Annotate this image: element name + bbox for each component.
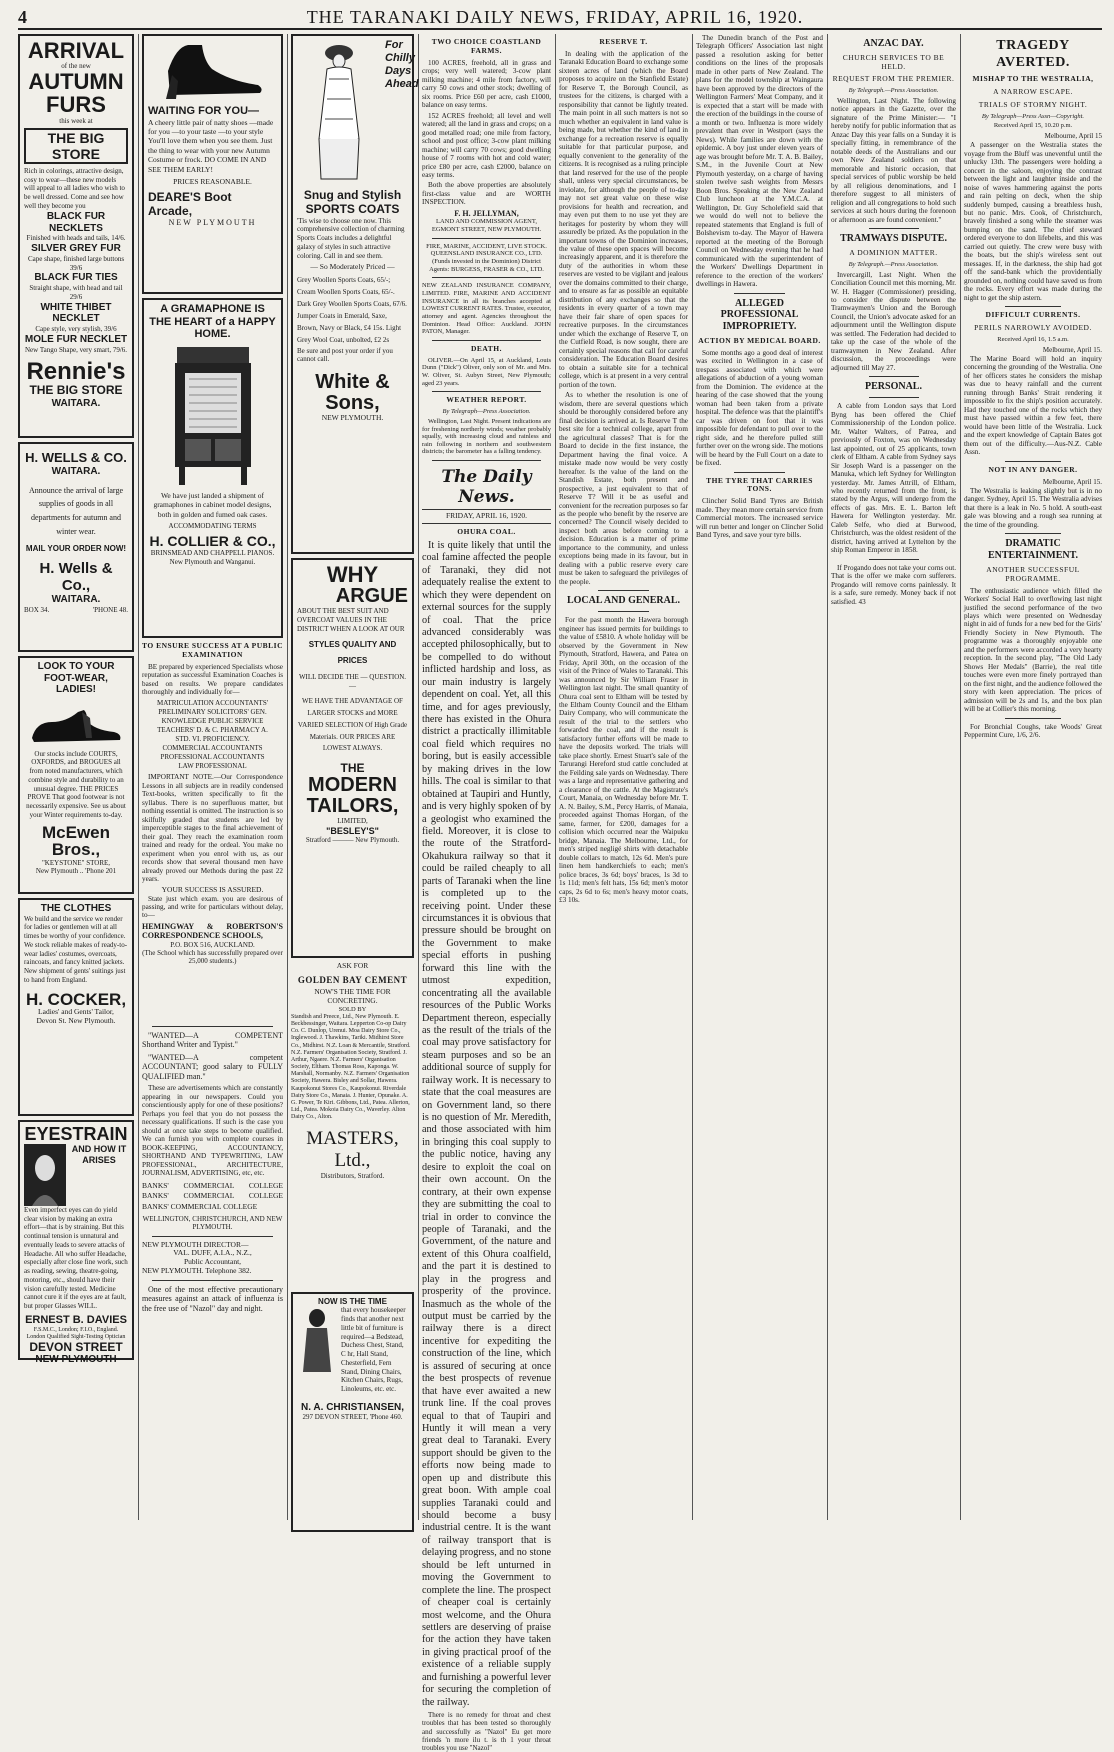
ad-collier <box>142 298 283 638</box>
column-7 <box>831 34 956 1520</box>
ad-we: WE HAVE THE ADVANTAGE OF LARGER STOCKS and MORE VARIED SELECTION Of High Grade Materials. OUR PRICES ARE LOWEST ALWAYS. <box>297 696 408 753</box>
ad-headline: ARRIVAL <box>27 38 125 63</box>
ad-headline: NOW IS THE TIME <box>318 1297 387 1306</box>
shoe-illustration-icon <box>158 41 268 103</box>
column-rule <box>287 34 288 1520</box>
farms-headline: TWO CHOICE COASTLAND FARMS. <box>431 37 542 55</box>
ad-state: State just which exam. you are desirous of passing, and write for particulars without delay, to— <box>142 894 283 920</box>
store-town: NEW PLYMOUTH <box>168 218 257 228</box>
fur-item <box>24 302 128 334</box>
school-note: (The School which has successfully prepared over 25,000 students.) <box>142 949 283 966</box>
divider <box>598 611 650 612</box>
anzac-body: Wellington, Last Night. The following notice appears in the Gazette, over the signature of the Prime Minister:— "I hereby notify for public information that as Anzac Day this year falls on a Sunday it is specially fitting, in remembrance of the notable deeds of the Australians and our own New Zealand soldiers on that memorable and historic occasion, that special services of public worship be held by all religious denominations, and I therefore suggest to all ministers of religion and all congregations to hold such services at such hours during the forenoon or afternoon as are found convenient." <box>831 96 956 224</box>
divider <box>432 277 541 278</box>
ad-headline: LOOK TO YOUR FOOT-WEAR, LADIES! <box>37 661 115 695</box>
ad-assured: YOUR SUCCESS IS ASSURED. <box>161 884 264 894</box>
item-desc: New Tango Shape, very smart, 79/6. <box>24 345 128 354</box>
brand-name: Rennie's <box>26 357 126 385</box>
masthead-title: THE TARANAKI DAILY NEWS, FRIDAY, APRIL 16, 1920. <box>306 6 804 27</box>
drama-subhead: ANOTHER SUCCESSFUL PROGRAMME. <box>986 564 1080 583</box>
college-towns: WELLINGTON, CHRISTCHURCH, AND NEW PLYMOUTH. <box>142 1215 283 1232</box>
store-sub: Distributors, Stratford. <box>320 1172 385 1181</box>
nz-insurance-ad: NEW ZEALAND INSURANCE COMPANY, LIMITED. FIRE, MARINE AND ACCIDENT INSURANCE in all its branches accepted at LOWEST CURRENT RATES. Trustee, executor, attorney and agent. Agencies throughout the Dominion. Head Office: Auckland. JOHN PATON, Manager. <box>422 282 551 336</box>
ad-body: Rich in colorings, attractive design, cosy to wear—these new models will appeal to all ladies who wish to be well dressed. Come and see how well they become you <box>24 166 125 210</box>
store-addr: Devon St. New Plymouth. <box>36 1016 116 1026</box>
fur-item <box>24 243 128 272</box>
insurance-ad: FIRE, MARINE, ACCIDENT, LIVE STOCK. QUEENSLAND INSURANCE CO., LTD. (Funds invested in the Dominion) District Agents: BURGESS, FRASER & CO., LTD. <box>426 242 547 273</box>
ad-ask: ASK FOR <box>336 961 369 970</box>
woman-in-coat-illustration-icon <box>297 39 381 189</box>
director-town: NEW PLYMOUTH. Telephone 382. <box>142 1266 252 1276</box>
mail-order: MAIL YOUR ORDER NOW! <box>25 544 127 554</box>
store-name: H. Wells & Co., <box>39 559 113 594</box>
column-rule <box>138 34 139 1520</box>
ad-cocker <box>18 898 134 1116</box>
article-headline: ALLEGED PROFESSIONAL IMPROPRIETY. <box>720 297 799 333</box>
currents-headline: DIFFICULT CURRENTS. <box>985 310 1081 320</box>
ad-prices: PRICES REASONABLE. <box>173 176 252 186</box>
fur-items <box>24 211 128 355</box>
ad-body: 'Tis wise to choose one now. This comprehensive collection of charming Sports Coats includes a delightful galaxy of styles in such attractive coloring. Call in and see them. <box>297 216 405 260</box>
column-4 <box>422 34 551 1752</box>
wanted-1: "WANTED—A COMPETENT Shorthand Writer and Typist." <box>142 1031 283 1050</box>
ad-eyestrain <box>18 1120 134 1366</box>
fur-item <box>24 211 128 243</box>
exam-list: MATRICULATION ACCOUNTANTS' PRELIMINARY SOLICITORS' GEN. KNOWLEDGE PUBLIC SERVICE TEACHERS' D. & C. PHARMACY A. STD. VI. PROFICIENCY. COMMERCIAL ACCOUNTANTS PROFESSIONAL ACCOUNTANTS LAW PROFESSIONAL <box>157 698 268 771</box>
divider <box>152 1026 273 1027</box>
dateline: Melbourne, April 15. <box>1042 345 1102 354</box>
received-time: Received April 15, 10.20 p.m. <box>993 122 1073 130</box>
article-para: In dealing with the application of the Taranaki Education Board to exchange some sixteen acres of land (which the Board proposes to acquire on the Stanfield Estate) for Reserve T, the Borough Council, as trustees for the citizens, is charged with a responsibility that cannot be lightly treated. The main point in all such matters is not so much whether an equivalent in land value is being made, but whether the kind of land in exchange for a recreation reserve is equally suitable for that particular purpose, and equally convenient to the generality of the citizens. It is recognised as a ruling principle that land reserved for the use of the people shall, unless very special circumstances, be inviolate, for although the people of to-day may not set great value on these wise provisions for health and recreation, and may even put them to no use yet they are heritages for posterity by whom they will assuredly be prized. As the population in the important towns of the Dominion increases, the value of these open spaces will become increasingly apparent, and it is therefore the duty of the authorities in whom these reserves are vested to be vigilant and jealous over the domains committed to their charge, and to ensure as far as possible an equitable distribution of any exchanges so that the residents in every quarter of a town may have their fair share of open spaces for recreative purposes. In the circumstances under which the exchange of Reserve T, on the Cutfield Road, is now sought, there are certainly special reasons that call for careful consideration. The Education Board desires to obtain a suitable site for a technical college, which is at present in a very central portion of the town. <box>559 49 688 389</box>
divider <box>432 340 541 341</box>
store-name: N. A. CHRISTIANSEN, <box>301 1401 404 1413</box>
anzac-subhead: REQUEST FROM THE PREMIER. <box>832 74 955 84</box>
article-para: As to whether the resolution is one of wisdom, there are several questions which should be thoroughly considered before any final decision is arrived at. Is Reserve T the best site for a technical college, apart from the agricultural classes? That is for the Board to decide in the first instance, the Department having the final voice. A mistake made now would be very costly hereafter. Is the value of the land on the Standish Estate, both present and prospective, a just equivalent to that of Reserve T? Will it be as useful and convenient for the recreation purposes so far as the people who benefit by the reserve are concerned? The Council wisely decided to inspect both areas before coming to a decision. Education is a matter of prime importance to the community, and unless exceptions being made in its favour, but in dealing with a public reserve every care must be taken to safeguard the privileges of the people. <box>559 391 688 586</box>
anzac-headline: ANZAC DAY. <box>863 38 924 49</box>
byline: By Telegraph—Press Assn—Copyright. <box>981 112 1085 120</box>
divider <box>869 228 919 229</box>
ad-banks <box>142 1031 283 1461</box>
furniture-row <box>297 1306 408 1394</box>
weather-body: Wellington, Last Night. Present indications are for freshening northerly winds; weather probably squally, with increasing cloud and rainless and rain following in northern and southwestern districts; the barometer has a falling tendency. <box>422 417 551 456</box>
store-sub: BRINSMEAD AND CHAPPELL PIANOS. <box>150 549 275 558</box>
ad-headline: FURS <box>46 92 106 118</box>
ad-subhead: AND HOW IT ARISES <box>71 1143 127 1165</box>
farms-para: 100 ACRES, freehold, all in grass and crops; very well watered; 3-cow plant milking machine; 4 mile from factory, will carry 50 cows and other stock; dwelling of six rooms. Price £60 per acre, cash £1000, balance on easy terms. <box>422 58 551 110</box>
store-name: DEARE'S Boot Arcade, <box>148 189 232 218</box>
ad-body: that every housekeeper finds that another next little bit of furniture is required—a Bedstead, Duchess Chest, Stand, C hr, Hall Stand, Chesterfield, Fern Stand, Dining Chairs, Kitchen Chairs, Rugs, Linoleums, etc. etc. <box>341 1306 406 1394</box>
shoe-illustration-icon <box>26 698 126 748</box>
ad-caption: For Chilly Days Ahead <box>385 39 419 90</box>
ad-body: BE prepared by experienced Specialists whose reputation as successful Examination Coaches is based on results. We prepare candidates thoroughly and individually for— <box>142 662 283 697</box>
coat-items: Grey Woollen Sports Coats, 65/-; Cream Woollen Sports Coats, 65/-. Dark Grey Woollen Sports Coats, 67/6. Jumper Coats in Emerald, Saxe, Brown, Navy or Black, £4 15s. Light Grey Wool Coat, unbolted, £2 2s <box>297 276 407 344</box>
article-headline: RESERVE T. <box>599 37 648 46</box>
ad-headline: AUTUMN <box>28 69 124 95</box>
ad-headline: WHY <box>326 562 379 587</box>
po-box: BOX 34. <box>24 605 50 614</box>
ad-headline: EYESTRAIN <box>24 1124 128 1144</box>
gramophone-cabinet-icon <box>165 343 261 489</box>
tragedy-subhead: MISHAP TO THE WESTRALIA, <box>972 74 1094 84</box>
store-name: THE BIG STORE <box>24 128 128 164</box>
currents-subhead: PERILS NARROWLY AVOIDED. <box>974 323 1092 333</box>
woman-portrait-icon <box>24 1144 66 1206</box>
column-rule <box>418 34 419 1520</box>
death-headline: DEATH. <box>471 343 502 353</box>
ad-body: We have just landed a shipment of gramaphones in cabinet model designs, both in golden and fumed oak cases. <box>153 490 272 519</box>
leader-date: FRIDAY, APRIL 16, 1920. <box>422 509 551 524</box>
leader-headline: OHURA COAL. <box>457 527 516 537</box>
director-title: Public Accountant, <box>183 1257 242 1267</box>
ad-sold: SOLD BY <box>338 1006 367 1014</box>
divider <box>869 397 919 398</box>
ad-wells <box>18 442 134 652</box>
fur-item <box>24 272 128 301</box>
column-rule <box>960 34 961 1520</box>
ad-body: Announce the arrival of large supplies of goods in all departments for autumn and winter wear. <box>28 485 124 536</box>
tramways-subhead: A DOMINION MATTER. <box>849 248 938 258</box>
credentials: F.S.M.C., London; F.I.O., England. London Qualified Sight-Testing Optician <box>26 1326 126 1340</box>
contact-row <box>24 606 128 614</box>
store-addr: DEVON STREET <box>29 1339 123 1354</box>
store-addr: 297 DEVON STREET, 'Phone 460. <box>302 1413 403 1422</box>
agent-name: F. H. JELLYMAN, <box>454 208 519 218</box>
store-name: THE <box>340 761 365 776</box>
tragedy-headline: TRAGEDY AVERTED. <box>996 38 1070 70</box>
byline: By Telegraph.—Press Association. <box>848 260 939 268</box>
store-addr: "KEYSTONE" STORE, <box>41 859 111 868</box>
item-name: BLACK FUR NECKLETS <box>46 210 106 234</box>
store-name: H. COLLIER & CO., <box>149 533 276 550</box>
item-desc: Cape style, very stylish, 39/6 <box>35 325 117 334</box>
item-name: BLACK FUR TIES <box>34 272 118 284</box>
store-name: McEwen Bros., <box>41 822 111 860</box>
divider <box>152 1236 273 1237</box>
ad-headline: A GRAMAPHONE IS THE HEART of a HAPPY HOME. <box>149 303 276 341</box>
death-notice: OLIVER.—On April 15, at Auckland, Louis Dunn ("Dick") Oliver, only son of Mr. and Mrs. W. Oliver, St. Aubyn Street, New Plymouth; aged 23 years. <box>422 356 551 387</box>
ad-headline: THE CLOTHES <box>40 903 112 914</box>
leader-body: It is quite likely that until the coal famine affected the people of Taranaki, they did not adequately realise the extent to which they were dependent on external sources for the supply of coal. That the price advanced considerably was accepted philosophically, but to be compelled to do without inflicted hardship and loss, as our main industry is largely dependent on coal. Yet, all this time, and for ages previously, there has existed in the Ohura district a practically illimitable coal field which requires no boring, but is easily accessible by making drives in the low hills. The coal is similar to that obtained at Taupiri and Huntly, and is very highly spoken of by a geologist who examined the field. Moreover, it is close to the route of the Stratford-Okahukura railway so that it could be railed cheaply to all parts of Taranaki when the line is completed up to the receiving point. Under these circumstances it is obvious that pressure should be brought on the Government to make special efforts in pushing forward this line with the utmost expedition, concentrating all the available resources of the Public Works Department thereon, especially as the result of the trials of the coal may prove satisfactory for steam purposes and so be an additional source of supply for railway work. It is necessary to state that the coal measures are on Government land, so there is no question of Mr. Meredith, and those associated with him in bringing this coal supply to the public notice, having any desire to exploit the coal on their own account. On the contrary, at their own expense they are submitting the coal to trial in order to convince the people of Taranaki, and the Government, of the nature and extent of this Ohura coalfield, and the part it is destined to play in the progress and prosperity of the province. Inasmuch as the whole of the output must be carried by the railway there is a direct incentive for expediting the construction of the line, which is assured of securing at once the best prospects of revenue that have ever awaited a new trunk line. If the coal proves equal to that of Taupiri and Huntly it will mean a very great deal to Taranaki. Every support should be given to the efforts now being made to open up and distribute this great boon. With ample coal supplies Taranaki could and should become a busy industrial centre. It is the want of railway transport that is delaying progress, and no stone should be left unturned in moving the Government to complete the line. The prospect of cheaper coal is certainly most welcome, and the Ohura settlers are deserving of praise for the action they have taken in giving practical proof of the existence of a reliable supply and furnishing a powerful lever for securing the completion of the railway. <box>422 539 551 1708</box>
brand-sub: THE BIG STORE <box>29 382 123 397</box>
column-rule <box>555 34 556 1520</box>
danger-headline: NOT IN ANY DANGER. <box>988 464 1078 474</box>
ad-headline: GOLDEN BAY CEMENT <box>297 974 408 985</box>
page-number: 4 <box>18 6 28 27</box>
school-name: HEMINGWAY & ROBERTSON'S CORRESPONDENCE SCHOOLS, <box>142 921 283 941</box>
school-box: P.O. BOX 516, AUCKLAND. <box>170 940 255 949</box>
store-sub: LIMITED, <box>337 817 368 826</box>
column-5 <box>559 34 688 1520</box>
anzac-subhead: CHURCH SERVICES TO BE HELD. <box>842 52 945 71</box>
store-name: H. WELLS & CO. <box>25 450 127 465</box>
director-label: NEW PLYMOUTH DIRECTOR— <box>142 1239 249 1249</box>
store-town: NEW PLYMOUTH <box>35 1354 117 1366</box>
ad-modern-tailors <box>291 558 414 958</box>
tragedy-subhead: A NARROW ESCAPE. <box>993 86 1073 96</box>
divider <box>598 590 650 591</box>
phone: 'PHONE 48. <box>92 605 128 614</box>
store-sub: "BESLEY'S" <box>326 825 379 836</box>
store-town: Stratford ——— New Plymouth. <box>305 836 400 845</box>
tramways-headline: TRAMWAYS DISPUTE. <box>840 233 947 245</box>
personal-body: A cable from London says that Lord Byng has been offered the Chief Commissionership of the London police. Mr. Walter Walters, of Patrea, and previously of Foxton, was on Wednesday last appointed, out of 25 applicants, town clerk of Eltham. A cable from Sydney says Sir Joseph Ward is a passenger on the Manuka, which left Sydney for Wellington yesterday. Mr. James Attrill, of Eltham, who recently returned from the front, is stated by the Argus, will undergo from the effects of gas. Mrs. E. L. Barton left Hawera for Wellington yesterday. Mr. Caleb Selfe, who died at Burwood, Christchurch, was the oldest resident of the district, having arrived at Lyttelton by the ship Roman Emperor in 1858. <box>831 402 956 555</box>
brand-town: WAITARA. <box>51 397 101 409</box>
ad-body: We build and the service we render for ladies or gentlemen will at all times be worthy of your confidence. We stock reliable makes of ready-to-wear ladies' costumes, overcoats, raincoats, and fancy knitted jackets. New shipment of gents' suitings just to hand from England. <box>24 914 128 984</box>
ad-christiansen <box>291 1292 414 1532</box>
store-name: ERNEST B. DAVIES <box>25 1313 127 1326</box>
column-3 <box>291 34 419 1520</box>
column-1 <box>18 34 134 1520</box>
ad-terms: ACCOMMODATING TERMS <box>168 522 257 531</box>
currents-body: The Marine Board will hold an inquiry concerning the grounding of the Westralia. One of her officers states he considers the mishap was due to heavy rainfall and the current running through Banks' Strait rendering it impossible to fix the ship's position accurately. Had they touched one of the rocks which they must have passed within a few feet, there would have been little of the Westralia. Luck and the expert knowledge of Captain Bates got them out of the difficulty.—Aus-N.Z. Cable Assn. <box>964 354 1102 457</box>
ad-headline: WAITING FOR YOU— <box>148 105 260 117</box>
tragedy-body: A passenger on the Westralia states the voyage from the Bluff was uneventful until the unlucky 13th. The passengers were holding a concert in the saloon, enjoying the contrast between the light and laughter inside and the noise of waves hammering against the ports and rain pelting on deck, when the ship suddenly bumped, causing a breathless hush, but no panic. Mrs. Cook, of Christchurch, bravely finished a song while the steamer was bumping on the sand. The chief steward ordered everyone to don lifebelts, and this was carried out quietly. The crew were busy with the boats, but the ship's wireless sent out messages. If, in the darkness, the ship had got off the sand-bank which the providentially grounded on, nothing could have saved us from the rocks. Every effort was made during the night to get the ship astern. <box>964 141 1102 302</box>
store-sub: Ladies' and Gents' Tailor, <box>38 1007 114 1017</box>
ad-body: Our stocks include COURTS, OXFORDS, and BROGUES all from noted manufacturers, which combine style and durability to an unusual degree. THE PRICES PROVE That good footwear is not necessarily expensive. See us about your Winter requirements to-day. <box>26 749 126 819</box>
store-name: H. COCKER, <box>25 989 127 1009</box>
ad-text: this week at <box>59 116 93 125</box>
byline: By Telegraph.—Press Association. <box>848 87 939 95</box>
furniture-figure-icon <box>297 1306 337 1376</box>
director-name: VAL. DUFF, A.I.A., N.Z., <box>173 1248 252 1258</box>
personal-headline: PERSONAL. <box>865 381 922 393</box>
dateline: Melbourne, April 15. <box>1042 477 1102 486</box>
article-para: The Dunedin branch of the Post and Telegraph Officers' Association last night passed a resolution asking for better conditions on the lines of the proposals made in other parts of New Zealand. The plans for the model township at Waingaura have been approved by the directors of the Wellington Farmers' Meat Company, and it is expected that a start will be made with the erection of the buildings in the course of a month or two. Influenza is more widely prevalent than ever in Westport (says the News). While families are down with the epidemic. A boy just under eleven years of age was brought before Mr. T. A. B. Bailey, S.M., in the Juvenile Court at New Plymouth yesterday, on a charge of having stolen twelve sash weights from Messrs Boon Bros. Speaking at the New Zealand Club luncheon at the Y.M.C.A. at Wellington, Dr. Guy Scholefield said that we would do well not to believe the repeated statements that England is full of Bolshevism to-day. The Mayor of Hawera reported at the meeting of the Borough Council on Wednesday evening that he had communicated with the superintendent of the Workers' Dwellings Department in reference to the erection of the workers' dwellings in Hawera. <box>696 34 823 289</box>
drama-body: The enthusiastic audience which filled the Workers' Social Hall to overflowing last night justified the second performance of the two plays which were presented on Wednesday night in aid of funds for a new bed for the Girls' Friendly Society in New Plymouth. The programme was a thoroughly enjoyable one and the performers were accorded a very hearty reception. In the second play, "The Old Lady Shows Her Medals" (Barrie), the real title touches were even more finely portrayed than on the first night, and the audience followed the story with keen appreciation. The prices of admission will be 2s and 1s, and the box plan will be at Collier's this morning. <box>964 586 1102 714</box>
ad-moderate: — So Moderately Priced — <box>310 262 395 272</box>
ad-deare <box>142 34 283 294</box>
eyestrain-row <box>24 1144 128 1206</box>
divider <box>432 391 541 392</box>
store-town: New Plymouth and Wanganui. <box>169 557 256 566</box>
masthead <box>18 6 1102 30</box>
sports-coat-art <box>297 39 419 189</box>
progando-notice: If Progando does not take your corns out. That is the offer we make corn sufferers. Progando will remove corns painlessly. It is a safe, sure remedy. Money back if not satisfied. 43 <box>831 563 956 606</box>
column-6 <box>696 34 823 1520</box>
store-town: NEW PLYMOUTH. <box>321 413 384 423</box>
ad-masters <box>291 962 414 1292</box>
ad-headline: TO ENSURE SUCCESS AT A PUBLIC EXAMINATION <box>142 641 284 659</box>
agent-sub: LAND AND COMMISSION AGENT, EGMONT STREET, NEW PLYMOUTH. <box>431 218 542 234</box>
weather-byline: By Telegraph—Press Association. <box>442 408 531 416</box>
divider <box>432 460 541 461</box>
ad-headline: ARGUE <box>335 585 408 608</box>
ad-decide: WILL DECIDE THE — QUESTION. — <box>298 673 407 690</box>
store-name: MODERN <box>308 774 397 797</box>
store-town: WAITARA. <box>51 594 101 606</box>
store-name: MASTERS, Ltd., <box>306 1127 399 1172</box>
store-town: WAITARA. <box>51 465 101 477</box>
nazol-notice: One of the most effective precautionary measures against an attack of influenza is the free use of "Nazol" day and night. <box>142 1284 283 1313</box>
item-name: WHITE THIBET NECKLET <box>40 301 112 325</box>
store-name: White & Sons, <box>315 371 390 415</box>
ad-white-sons <box>291 34 419 554</box>
dateline: Melbourne, April 15 <box>1044 131 1102 140</box>
tramways-body: Invercargill, Last Night. When the Conciliation Council met this morning, Mr. W. H. Hagger (Commissioner) presiding, to consider the dispute between the Tramwaymen's Union and the Borough Council, the Union's advocate asked for an adjournment until the Wellington dispute was settled. The Federation had decided to take up the case of the whole of the tramwaymen in New Zealand. After discussion, the proceedings were adjourned till May 27. <box>831 270 956 372</box>
divider <box>734 293 785 294</box>
column-rule <box>827 34 828 1520</box>
article-para: Some months ago a good deal of interest was excited in Wellington in a case of trespass associated with which were allegations of abduction of a young woman from the Dominion. The evidence at the hearing of the case showed that the young woman had been taken from a private hospital. The defence was that the plaintiff's car was driven on foot that it was impossible for defendant to pull over to the right side, and he therefore pulled still further over on the wrong side. The motions will be heard by the Full Court on a date to be fixed. <box>696 348 823 468</box>
store-town: New Plymouth .. 'Phone 201 <box>35 867 117 876</box>
divider <box>152 1280 273 1281</box>
ad-time: NOW'S THE TIME FOR CONCRETING. <box>314 987 391 1006</box>
ad-sure: Be sure and post your order if you cannot call. <box>297 346 393 364</box>
divider <box>869 559 919 560</box>
ad-body: ABOUT THE BEST SUIT AND OVERCOAT VALUES IN THE DISTRICT WHEN A LOOK AT OUR <box>297 607 405 633</box>
ad-headline: Snug and Stylish SPORTS COATS <box>303 188 402 216</box>
paper-title: The Daily News. <box>441 467 532 508</box>
divider <box>1005 461 1060 462</box>
weather-headline: WEATHER REPORT. <box>446 395 527 405</box>
farms-para: Both the above properties are absolutely first-class value and are WORTH INSPECTION. <box>422 181 551 207</box>
tyre-headline: THE TYRE THAT CARRIES TONS. <box>706 475 813 494</box>
divider <box>734 472 785 473</box>
divider <box>1005 718 1060 719</box>
divider <box>1005 533 1060 534</box>
divider <box>432 238 541 239</box>
cough-notice: For Bronchial Coughs, take Woods' Great Peppermint Cure, 1/6, 2/6. <box>964 722 1102 740</box>
ad-body: Even imperfect eyes can do yield clear vision by making an extra effort—that is by straining. But this continual tension is unnatural and eventually leads to severe attacks of Headache. All who suffer Headache, especially after close fine work, such as reading, sewing, theatre-going, motoring, etc., should have their vision carefully tested. Medicine cannot cure it if the eyes are at fault, but proper Glasses WILL. <box>24 1205 128 1311</box>
ad-autumn-furs <box>18 34 134 438</box>
ad-body: A cheery little pair of natty shoes —made for you —to your taste —to your style You'll love them when you see them. Just the thing to wear with your new Autumn Costume or frock. DO COME IN AND SEE THEM EARLY! <box>148 117 274 174</box>
article-subhead: ACTION BY MEDICAL BOARD. <box>698 335 821 345</box>
column-rule <box>692 34 693 1520</box>
fur-item <box>24 334 128 355</box>
ad-note: IMPORTANT NOTE.—Our Correspondence Lessons in all subjects are in readily condensed Text-books, written specifically to fit the syllabus. There is no superfluous matter, but nothing essential is omitted. The instruction is so skilfully graded that students are led by imperceptible stages to the final achievement of their goal. They reach the examination room trained and ready for the ordeal. You make no experiment when you enrol with us, as our records show that several thousand men have already proved our Methods during the past 22 years. <box>142 773 283 884</box>
dealer-list: Standish and Preece, Ltd., New Plymouth. E. Beckbessinger, Waitara. Lepperton Co-op Dairy Co. C. Dunlop, Urenui. Moa Dairy Store Co., Inglewood. J. Thawkins, Tariki. Midhirst Store Co., Midhirst. N.Z. Loan & Mercantile, Stratford. N.Z. Farmers' Organisation Society, Stratford. J. Arthur, Ngaere. N.Z. Farmers' Organisation Society, Eltham. Thomas Ross, Kaponga. W. Marshall, Normanby. N.Z. Farmers' Organisation Society, Hawera. Bisley and Sollar, Hawera. Kaupokonui Stores Co., Kaupokonui. Riverdale Dairy Store Co., Manaia. J. Hunter, Opunake. A. G. Power, Te Kiri. Gibbons, Ltd., Patea. Allerton, Ltd., Patea. Mokoia Dairy Co., Waverley. Alton Dairy Co., Alton. <box>291 1013 411 1121</box>
column-8 <box>964 34 1102 1520</box>
tragedy-subhead: TRIALS OF STORMY NIGHT. <box>978 99 1088 109</box>
local-body: For the past month the Hawera borough engineer has issued permits for buildings to the value of £5810. A whole holiday will be observed by the Government in New Plymouth, Stratford, Hawera, and Patea on Friday, April 30th, on the occasion of the visit of the Prince of Wales to Taranaki. This was announced by Sir William Fraser in Wellington last night. The small quantity of Ohura coal sent to Eltham will be tested by the Eltham County Council and the Eltham Dairy Company, who will communicate the result of the trial to the settlers who forwarded the coal, and if the result is satisfactory further efforts will be made to have the deposits worked. The trials will take place shortly. Ernest Stuart's sale of the Tarurangi Hereford stud cattle concluded at the Feilding sale yards on Wednesday. There was a large and representative gathering and a clearance of the cattle. At the Magistrate's Court, Manaia, on Wednesday before Mr. T. A. N. Bailey, S.M., Percy Harris, of Manaia, proceeded against Thomas Horgan, of the same, farmer, for £200, damages for a collision which occurred near the Waipuku bridge, Manaia. The Melbourne, Ltd., for men's striped negligé shirts with detachable double collars to match, 12s 6d. Men's pure linen hem handkerchiefs to each; men's police braces, 3s 6d; boys' braces, 1s 3d to 1s 11d; men's felt hats, 15s 6d; men's motor caps, 2s 6d to 6s; men's heavy motor coats, £3 10s. <box>559 616 688 905</box>
nazol-notice: There is no remedy for throat and chest troubles that has been tested so thoroughly and successfully as "Nazol" Eu get more friends 'n more ilu t. is th 1 your throat troubles you use "Nazol" <box>422 1711 551 1752</box>
farms-para: 152 ACRES freehold; all level and well watered; all the land in grass and crops; on a good metalled road; one mile from factory, school and post office; 3-cow plant milking machine; will carry 70 cows; good dwelling house of 7 rooms with hot and cold water; price £80 per acre, cash £2000, balance on easy terms. <box>422 111 551 179</box>
column-2 <box>142 34 283 1520</box>
ad-body: These are advertisements which are constantly appearing in our newspapers. Could you conscientiously apply for one of these positions? Perhaps you feel that you do not possess the necessary qualifications. If such is the case you should at once take steps to become qualified. We can furnish you with complete courses in BOOK-KEEPING, ACCOUNTANCY, SHORTHAND AND TYPEWRITING, LAW PROFESSIONAL, ARCHITECTURE, JOURNALISM, ADVERTISING, etc, etc. <box>142 1084 283 1178</box>
item-name: MOLE FUR NECKLET <box>24 334 128 345</box>
ad-styles: STYLES QUALITY AND PRICES <box>308 640 397 666</box>
wanted-2: "WANTED—A competent ACCOUNTANT; good salary to FULLY QUALIFIED man." <box>142 1052 283 1081</box>
item-name: SILVER GREY FUR <box>31 243 121 255</box>
item-desc: Straight shape, with head and tail 29/6 <box>29 284 123 301</box>
ad-mcewen <box>18 656 134 894</box>
store-name: TAILORS, <box>306 795 399 818</box>
college-names: BANKS' COMMERCIAL COLLEGE BANKS' COMMERCIAL COLLEGE BANKS' COMMERCIAL COLLEGE <box>142 1180 283 1211</box>
tyre-body: Clincher Solid Band Tyres are British made. They mean more certain service from Commercial motors. The increased service will run better and longer on Clincher Solid Band Tyres, and save your tyre bills. <box>696 497 823 540</box>
drama-headline: DRAMATIC ENTERTAINMENT. <box>987 538 1079 562</box>
item-desc: Cape shape, finished large buttons 39/6 <box>27 254 125 272</box>
local-headline: LOCAL AND GENERAL. <box>566 595 681 607</box>
divider <box>1005 306 1060 307</box>
divider <box>869 376 919 377</box>
ad-hemingway <box>142 642 283 1022</box>
ad-text: of the new <box>61 62 91 71</box>
item-desc: Finished with heads and tails, 14/6. <box>26 234 126 243</box>
danger-body: The Westralia is leaking slightly but is in no danger. Sydney, April 15. The Westralia advises that there is a leak in No. 5 hold. A south-east gale was blowing and a rough sea running at the time of the grounding. <box>964 486 1102 529</box>
received-time: Received April 16, 1.5 a.m. <box>997 336 1069 344</box>
